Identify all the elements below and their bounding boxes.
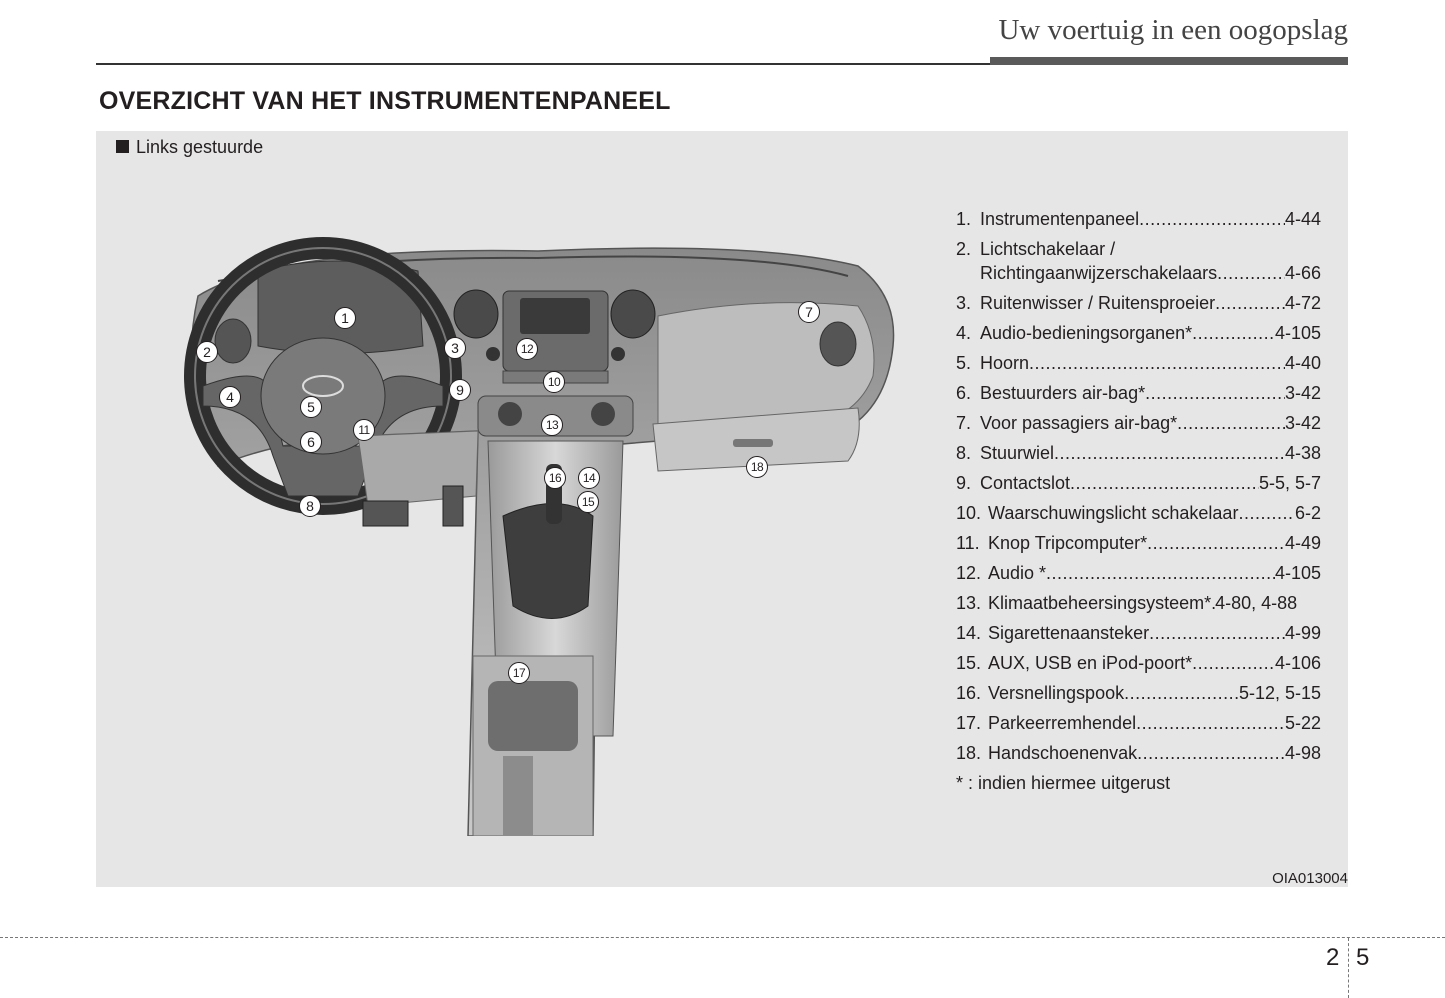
subheading [116,137,263,158]
legend-item: 15. AUX, USB en iPod-poort* ..... 4-106 [956,648,1321,678]
legend-item: 9. Contactslot ..... 5-5, 5-7 [956,468,1321,498]
figure-panel [96,131,1348,887]
chapter-title: Uw voertuig in een oogopslag [998,14,1348,46]
legend-item: 8. Stuurwiel ..... 4-38 [956,438,1321,468]
callout-1: 1 [334,307,356,329]
callout-8: 8 [299,495,321,517]
page-number-chapter: 2 [1326,944,1340,971]
callout-11: 11 [353,419,375,441]
legend-list [956,204,1321,798]
callout-13: 13 [541,414,563,436]
legend-item: 16. Versnellingspook ..... 5-12, 5-15 [956,678,1321,708]
callout-14: 14 [578,467,600,489]
callout-15: 15 [577,491,599,513]
callout-17: 17 [508,662,530,684]
square-bullet-icon [116,140,129,153]
legend-item: 17. Parkeerremhendel ..... 5-22 [956,708,1321,738]
section-title: OVERZICHT VAN HET INSTRUMENTENPANEEL [99,87,671,115]
header-rule-accent [990,57,1348,65]
legend-item: 12. Audio * ..... 4-105 [956,558,1321,588]
dashboard-illustration [158,236,948,836]
legend-item: 7. Voor passagiers air-bag* ..... 3-42 [956,408,1321,438]
callout-6: 6 [300,431,322,453]
legend-footnote: * : indien hiermee uitgerust [956,773,1171,793]
legend-item: 18. Handschoenenvak ..... 4-98 [956,738,1321,768]
callout-9: 9 [449,379,471,401]
legend-item: 10. Waarschuwingslicht schakelaar ..... 6-2 [956,498,1321,528]
legend-item: 14. Sigarettenaansteker ..... 4-99 [956,618,1321,648]
legend-item: 2. Lichtschakelaar / Richtingaanwijzerschakelaars ..... 4-66 [956,234,1321,288]
callout-16: 16 [544,467,566,489]
callout-2: 2 [196,341,218,363]
callout-4: 4 [219,386,241,408]
figure-code: OIA013004 [1272,870,1348,887]
legend-item: 6. Bestuurders air-bag* ..... 3-42 [956,378,1321,408]
callout-7: 7 [798,301,820,323]
legend-item: 5. Hoorn ..... 4-40 [956,348,1321,378]
callout-3: 3 [444,337,466,359]
callout-5: 5 [300,396,322,418]
legend-item: 11. Knop Tripcomputer* ..... 4-49 [956,528,1321,558]
page-number: 5 [1356,944,1370,971]
callout-10: 10 [543,371,565,393]
page-divider [1348,938,1349,998]
legend-item: 3. Ruitenwisser / Ruitensproeier ..... 4-72 [956,288,1321,318]
callout-18: 18 [746,456,768,478]
subheading-text: Links gestuurde [136,137,264,157]
dashboard-drawing [158,236,948,836]
legend-item: 4. Audio-bedieningsorganen* ..... 4-105 [956,318,1321,348]
footer-dashed-rule [0,937,1445,938]
callout-12: 12 [516,338,538,360]
legend-item: 1. Instrumentenpaneel ..... 4-44 [956,204,1321,234]
legend-item: 13. Klimaatbeheersingsysteem* ..... 4-80, 4-88 [956,588,1321,618]
